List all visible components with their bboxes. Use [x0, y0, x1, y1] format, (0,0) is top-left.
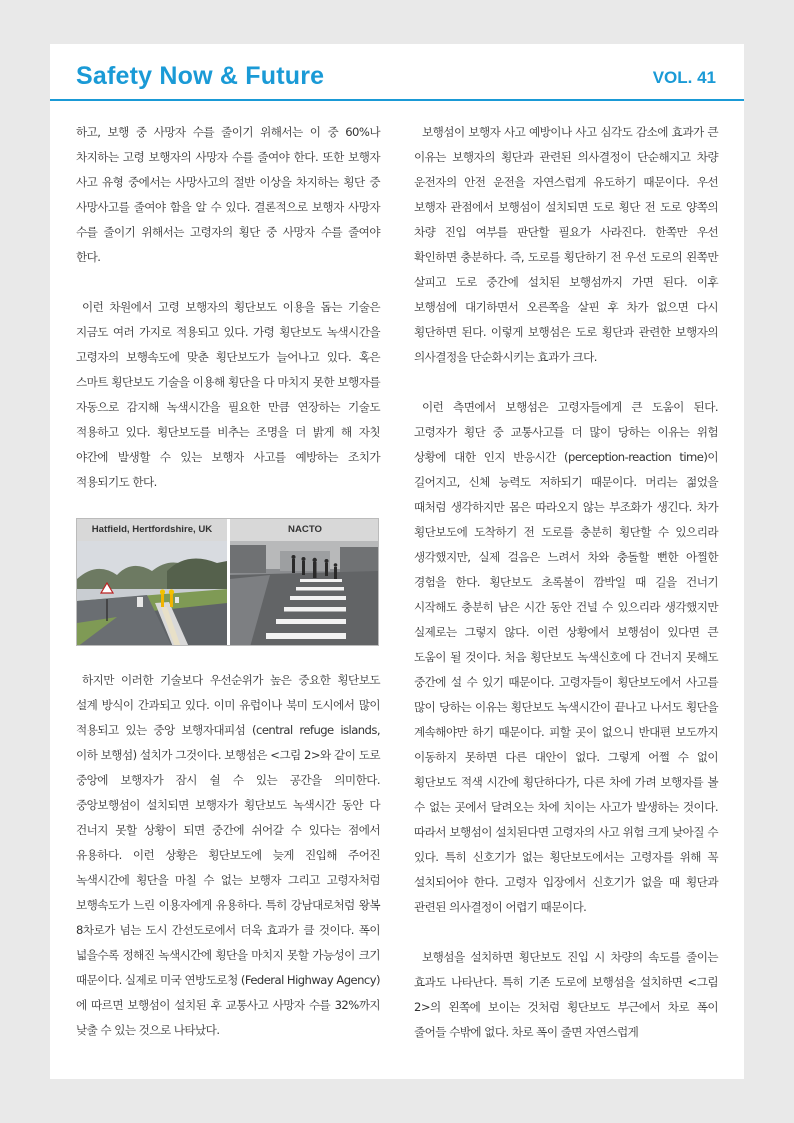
figure-right-caption: NACTO [230, 519, 379, 541]
left-column [76, 120, 380, 1043]
right-paragraph-1: 보행섬이 보행자 사고 예방이나 사고 심각도 감소에 효과가 큰 이유는 보행자의 횡단과 관련된 의사결정이 단순해지고 차량 운전자의 안전 운전을 자연스럽게 유도하기 때문이다. 우선 보행자 관점에서 보행섬이 설치되면 도로 횡단 전 도로 양쪽의 차량 진입 여부를 판단할 필요가 사라진다. 한쪽만 우선 확인하면 충분하다. 즉, 도로를 횡단하기 전 우선 도로의 왼쪽만 살피고 도로 중간에 설치된 보행섬까지 가면 된다. 이후 보행섬에 대기하면서 오른쪽을 살핀 후 차가 없으면 다시 횡단하면 된다. 이렇게 보행섬은 도로 횡단과 관련한 보행자의 의사결정을 단순화시키는 효과가 크다. [414, 125, 718, 364]
figure-left-caption: Hatfield, Hertfordshire, UK [77, 519, 227, 541]
left-paragraph-2: 이런 차원에서 고령 보행자의 횡단보도 이용을 돕는 기술은 지금도 여러 가지로 적용되고 있다. 가령 횡단보도 녹색시간을 고령자의 보행속도에 맞춘 횡단보도가 늘어나고 있다. 혹은 스마트 횡단보도 기술을 이용해 횡단을 다 마치지 못한 보행자를 자동으로 감지해 녹색시간을 필요한 만큼 연장하는 기술도 적용하고 있다. 횡단보도를 비추는 조명을 더 밝게 해 자칫 야간에 발생할 수 있는 보행자 사고를 예방하는 조치가 적용되기도 한다. [76, 300, 380, 489]
header-rule [50, 99, 744, 101]
page [50, 44, 744, 1079]
right-paragraph-3: 보행섬을 설치하면 횡단보도 진입 시 차량의 속도를 줄이는 효과도 나타난다. 특히 기존 도로에 보행섬을 설치하면 <그림 2>의 왼쪽에 보이는 것처럼 횡단보도 부근에서 차로 폭이 줄어들 수밖에 없다. 차로 폭이 줄면 자연스럽게 [414, 950, 718, 1039]
left-paragraph-1: 하고, 보행 중 사망자 수를 줄이기 위해서는 이 중 60%나 차지하는 고령 보행자의 사망자 수를 줄여야 한다. 또한 보행자 사고 유형 중에서는 사망사고의 절반 이상을 차지하는 횡단 중 사망사고를 줄여야 함을 알 수 있다. 결론적으로 보행자 사망자 수를 줄이기 위해서는 고령자의 횡단 중 사망자 수를 줄여야 한다. [76, 125, 380, 264]
figure-2 [76, 518, 379, 646]
left-paragraph-3: 하지만 이러한 기술보다 우선순위가 높은 중요한 횡단보도 설계 방식이 간과되고 있다. 이미 유럽이나 북미 도시에서 많이 적용되고 있는 중앙 보행자대피섬 (central refuge islands, 이하 보행섬) 설치가 그것이다. 보행섬은 <그림 2>와 같이 도로 중앙에 보행자가 잠시 쉴 수 있는 공간을 의미한다. 중앙보행섬이 설치되면 보행자가 횡단보도 녹색시간 동안 다 건너지 못할 상황이 되면 중간에 쉬어갈 수 있다는 점에서 유용하다. 이런 상황은 횡단보도에 늦게 진입해 주어진 녹색시간에 횡단을 마칠 수 없는 보행자 그리고 고령자처럼 보행속도가 느린 이용자에게 유용하다. 특히 강남대로처럼 왕복 8차로가 넘는 도시 간선도로에서 더욱 효과가 클 것이다. 폭이 넓을수록 정해진 녹색시간에 횡단을 마치지 못할 가능성이 크기 때문이다. 실제로 미국 연방도로청 (Federal Highway Agency)에 따르면 보행섬이 설치된 후 교통사고 사망자 수를 32%까지 낮출 수 있는 것으로 나타났다. [76, 673, 380, 1037]
crosswalk-photo [230, 541, 379, 646]
right-paragraph-2: 이런 측면에서 보행섬은 고령자들에게 큰 도움이 된다. 고령자가 횡단 중 교통사고를 더 많이 당하는 이유는 위험 상황에 대한 인지 반응시간 (perception-reaction time)이 길어지고, 신체 능력도 저하되기 때문이다. 머리는 젊었을 때처럼 생각하지만 몸은 따라오지 않는 부조화가 생긴다. 차가 횡단보도에 도착하기 전 도로를 충분히 횡단할 수 있으리라 생각했지만, 실제 걸음은 느려서 차와 충돌할 뻔한 아찔한 경험을 한다. 횡단보도 초록불이 깜박일 때 길을 건너기 시작해도 충분히 남은 시간 동안 건널 수 있으리라 생각했지만 실제로는 그렇지 않다. 이런 상황에서 보행섬이 있다면 큰 도움이 될 것이다. 처음 횡단보도 녹색신호에 다 건너지 못해도 중간에 설 수 있기 때문이다. 고령자들이 횡단보도에서 사고를 많이 당하는 이유는 횡단보도 녹색시간이 끝나고 나서도 횡단을 계속해야만 하기 때문이다. 피할 곳이 없으니 반대편 보도까지 이동하지 못하면 다른 대안이 없다. 그렇게 어쩔 수 없이 횡단보도 적색 시간에 횡단하다가, 다른 차에 가려 보행자를 볼 수 없는 곳에서 달려오는 차에 치이는 사고가 발생하는 것이다. 따라서 보행섬이 설치된다면 고령자의 사고 위험 크게 낮아질 수 있다. 특히 신호기가 없는 횡단보도에서는 고령자를 위해 꼭 설치되어야 한다. 고령자 입장에서 신호기가 없을 때 횡단과 관련된 의사결정이 어렵기 때문이다. [414, 400, 718, 914]
right-column [414, 120, 718, 1045]
header-title: Safety Now & Future [76, 62, 325, 90]
refuge-island-photo [77, 541, 227, 646]
volume-number: VOL. 41 [652, 68, 716, 87]
